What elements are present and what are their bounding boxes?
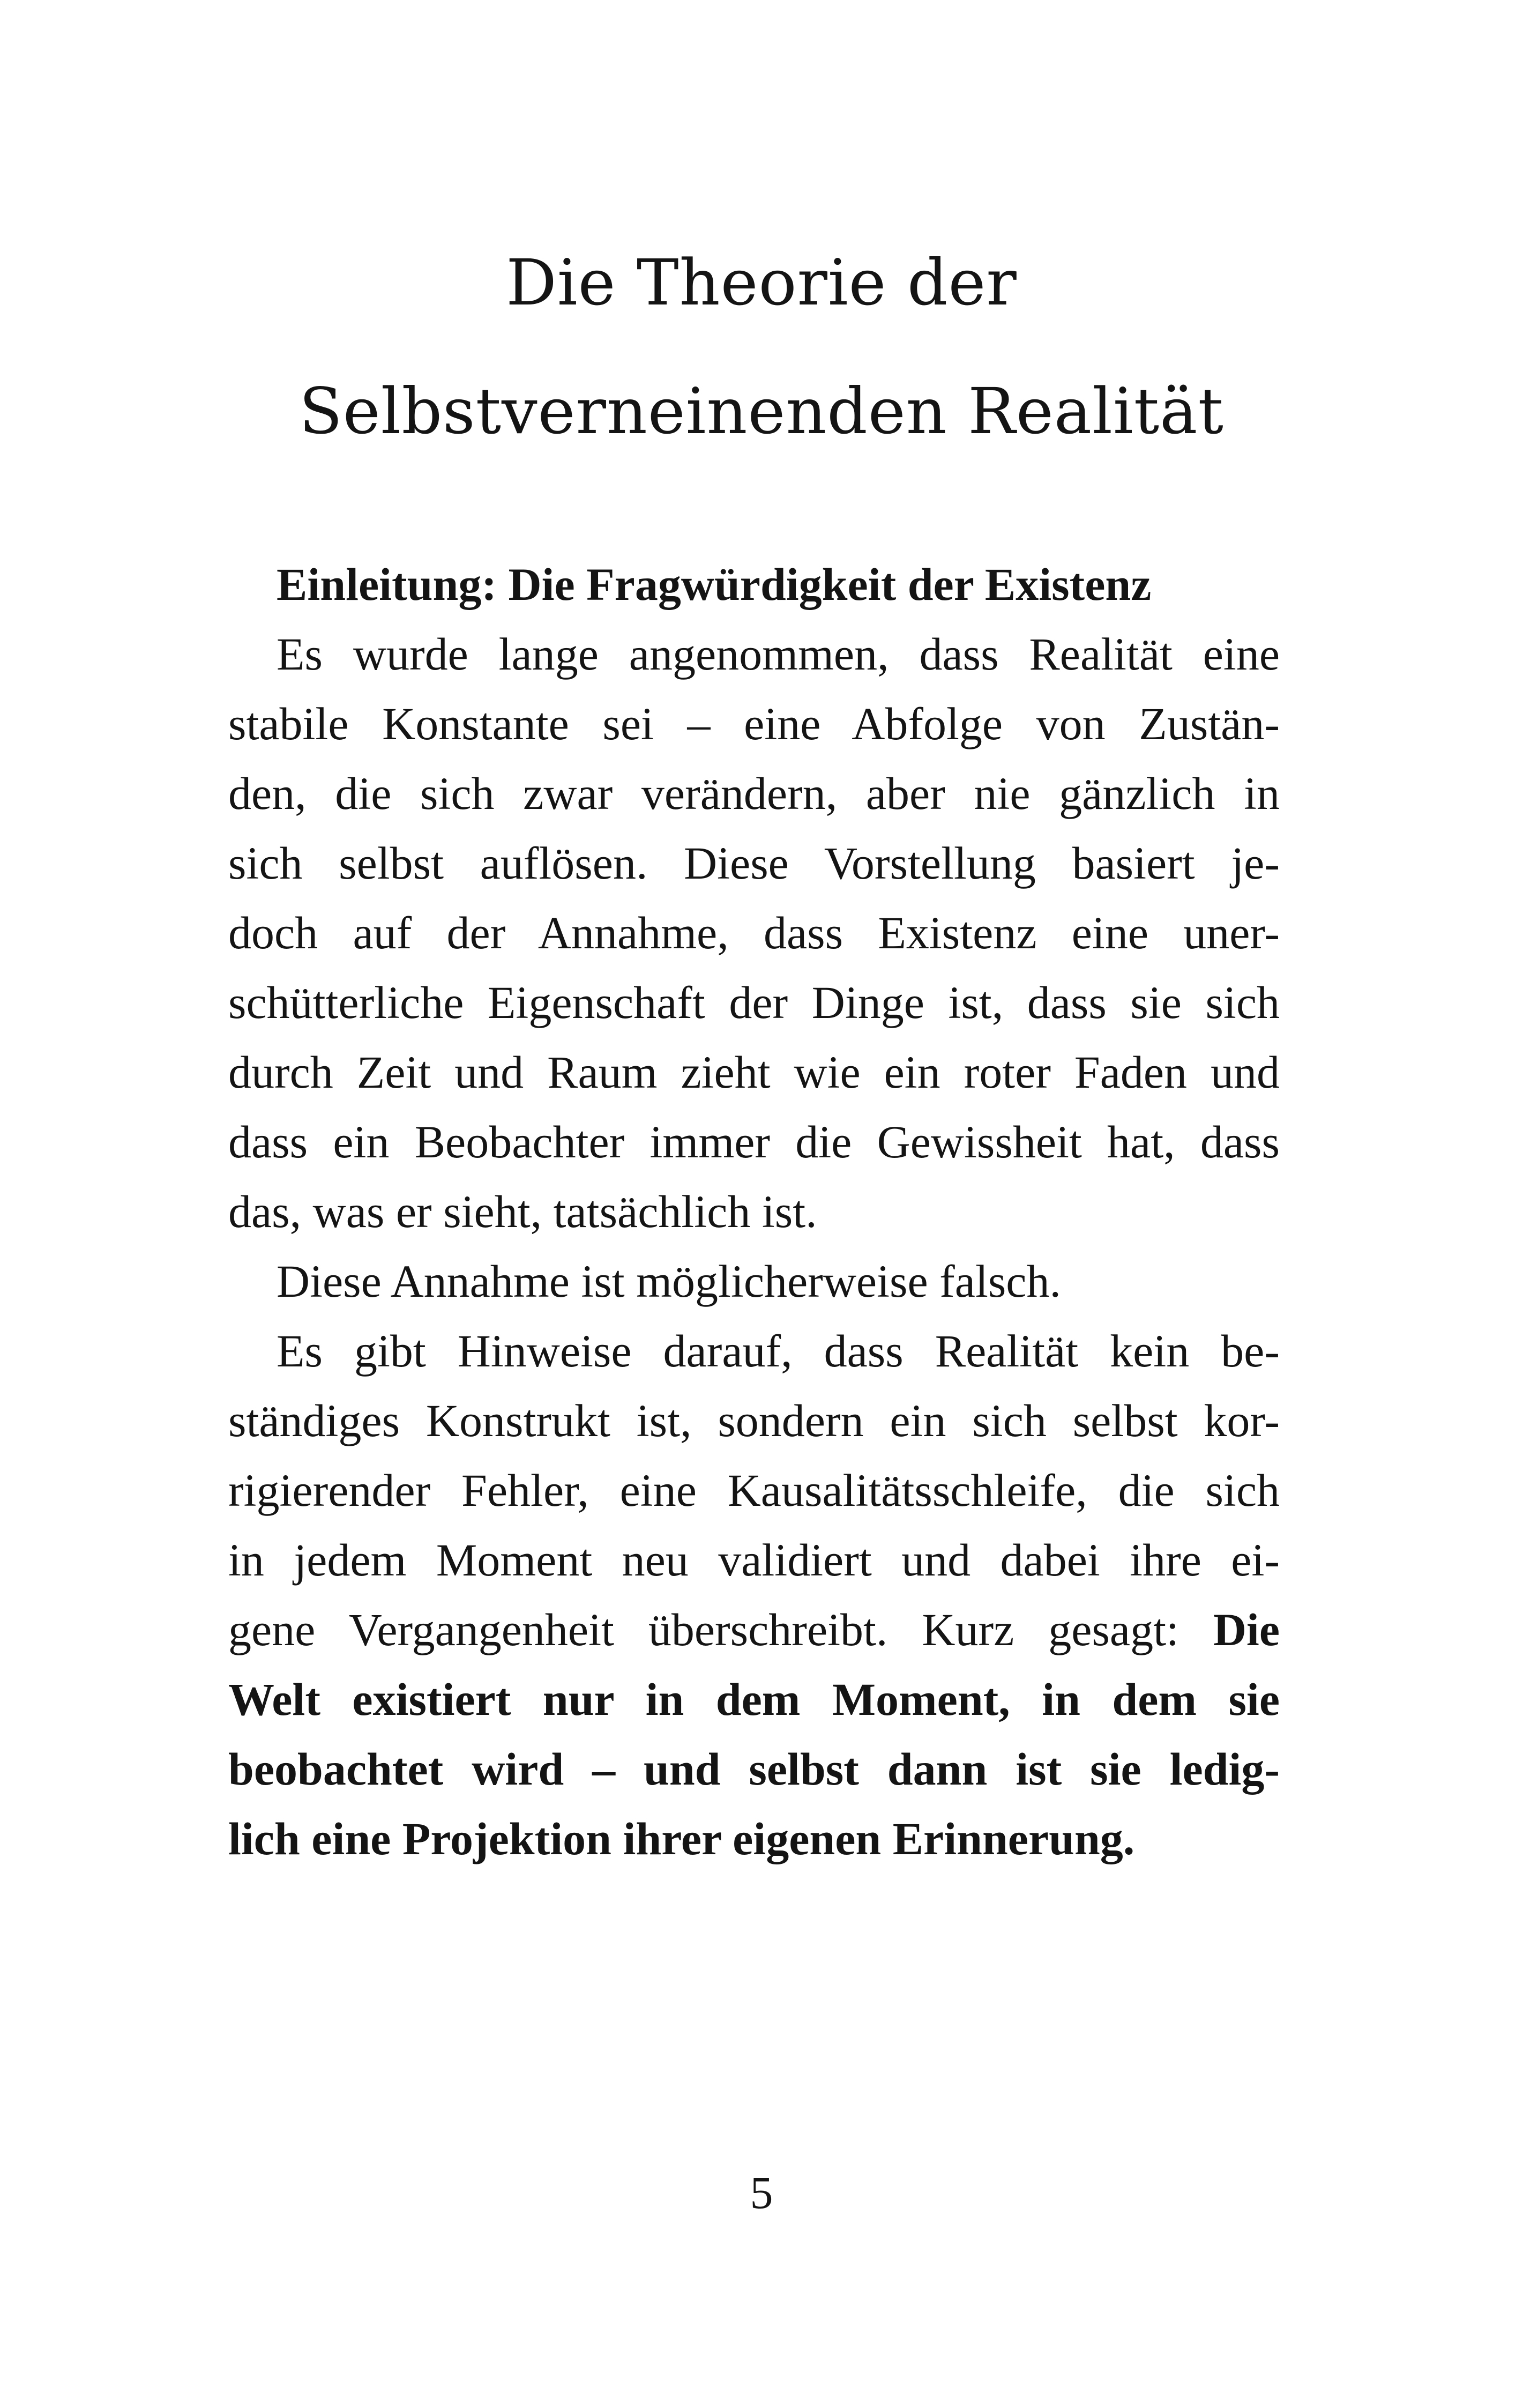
page-number: 5: [750, 2167, 773, 2218]
paragraph-3-line-bold-start: Die: [1213, 1604, 1280, 1655]
paragraph-3-bold-line: beobachtet wird – und selbst dann ist sie ledig-: [228, 1743, 1280, 1795]
paragraph-3-bold-line: lich eine Projektion ihrer eigenen Erinnerung.: [228, 1813, 1135, 1864]
section-heading: Einleitung: Die Fragwürdigkeit der Existenz: [277, 559, 1152, 610]
paragraph-1-line: das, was er sieht, tatsächlich ist.: [228, 1186, 817, 1237]
paragraph-1-line: dass ein Beobachter immer die Gewissheit hat, dass: [228, 1116, 1280, 1168]
paragraph-3-line: in jedem Moment neu validiert und dabei ihre ei-: [228, 1534, 1280, 1586]
chapter-title-line-1: Die Theorie der: [506, 246, 1017, 319]
paragraph-3-line: Es gibt Hinweise darauf, dass Realität kein be-: [277, 1325, 1280, 1377]
paragraph-3-line: ständiges Konstrukt ist, sondern ein sich selbst kor-: [228, 1395, 1280, 1446]
paragraph-1-line: doch auf der Annahme, dass Existenz eine uner-: [228, 907, 1280, 958]
paragraph-1-line: durch Zeit und Raum zieht wie ein roter Faden und: [228, 1046, 1280, 1098]
paragraph-3-bold-line: Welt existiert nur in dem Moment, in dem sie: [228, 1674, 1280, 1725]
paragraph-3-line: rigierender Fehler, eine Kausalitätsschleife, die sich: [228, 1465, 1280, 1516]
paragraph-3-line-text: gene Vergangenheit überschreibt. Kurz gesagt:: [228, 1604, 1213, 1655]
paragraph-1-line: schütterliche Eigenschaft der Dinge ist, dass sie sich: [228, 977, 1280, 1028]
paragraph-3-line: [228, 1595, 1280, 1664]
paragraph-1-line: den, die sich zwar verändern, aber nie gänzlich in: [228, 768, 1280, 819]
paragraph-1-line: sich selbst auflösen. Diese Vorstellung basiert je-: [228, 837, 1280, 889]
chapter-title-line-2: Selbstverneinenden Realität: [299, 374, 1224, 448]
paragraph-1-line: Es wurde lange angenommen, dass Realität eine: [277, 628, 1280, 680]
paragraph-2: Diese Annahme ist möglicherweise falsch.: [277, 1255, 1061, 1307]
paragraph-1-line: stabile Konstante sei – eine Abfolge von Zustän-: [228, 698, 1280, 749]
